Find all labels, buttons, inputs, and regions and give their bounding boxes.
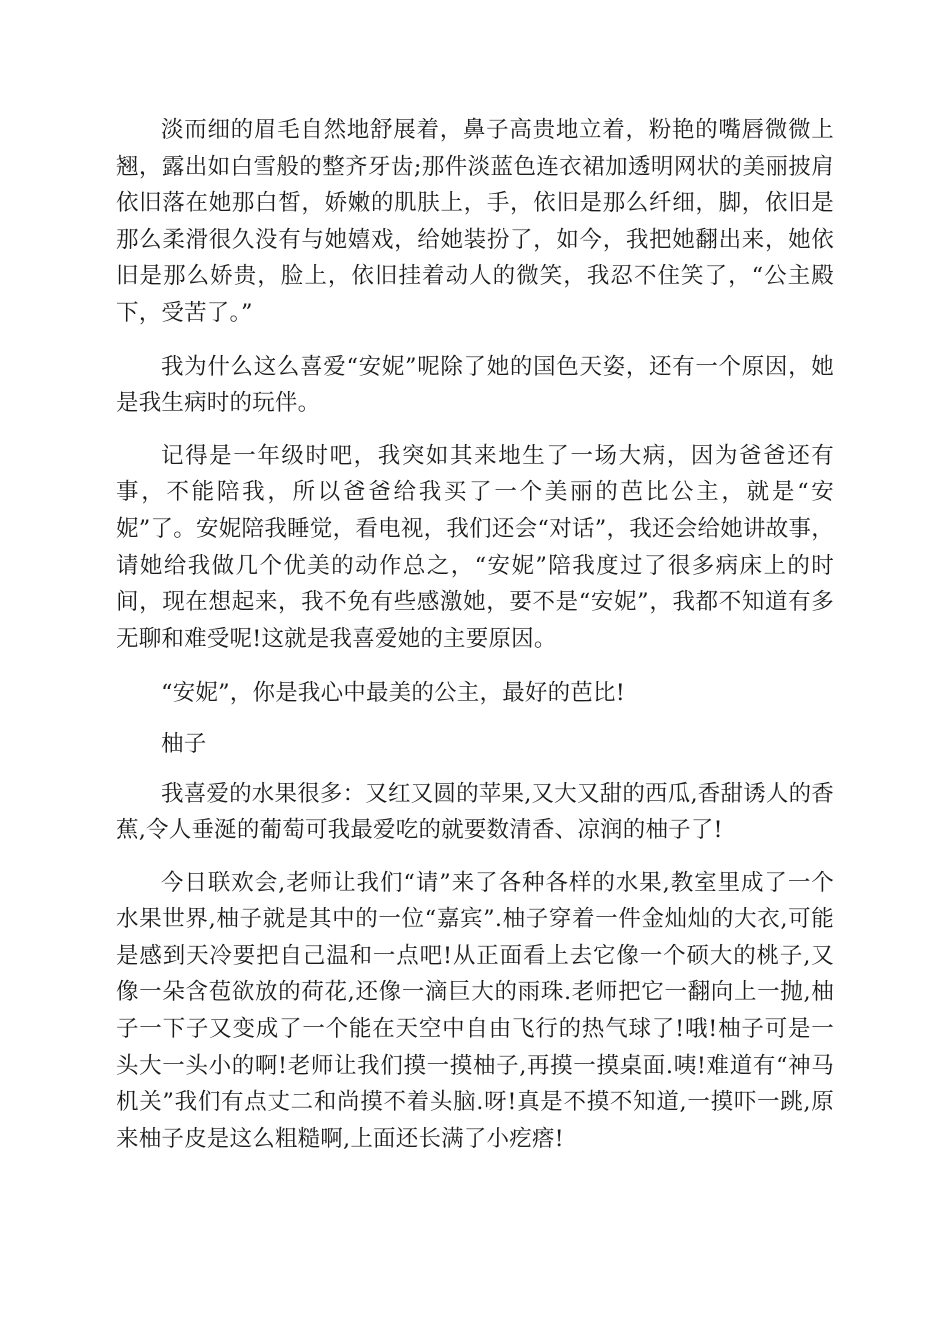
- section-title-pomelo: 柚子: [161, 730, 207, 757]
- paragraph-princess-description: 淡而细的眉毛自然地舒展着，鼻子高贵地立着，粉艳的嘴唇微微上翘，露出如白雪般的整齐牙齿;那件淡蓝色连衣裙加透明网状的美丽披肩依旧落在她那白皙，娇嫩的肌肤上，手，依旧是那么纤细，脚，依旧是那么柔滑很久没有与她嬉戏，给她装扮了，如今，我把她翻出来，她依旧是那么娇贵，脸上，依旧挂着动人的微笑，我忍不住笑了，“公主殿下，受苦了。”: [116, 117, 834, 326]
- paragraph-favorite-fruits: 我喜爱的水果很多：又红又圆的苹果,又大又甜的西瓜,香甜诱人的香蕉,令人垂涎的葡萄可我最爱吃的就要数清香、凉润的柚子了!: [116, 780, 835, 844]
- paragraph-closing-line: “安妮”，你是我心中最美的公主，最好的芭比!: [161, 680, 625, 707]
- document-page: [116, 112, 834, 1173]
- paragraph-why-love-annie: 我为什么这么喜爱“安妮”呢除了她的国色天姿，还有一个原因，她是我生病时的玩伴。: [116, 353, 834, 417]
- paragraph-party-pomelo: 今日联欢会,老师让我们“请”来了各种各样的水果,教室里成了一个水果世界,柚子就是其中的一位“嘉宾”.柚子穿着一件金灿灿的大衣,可能是感到天冷要把自己温和一点吧!从正面看上去它像一个硕大的桃子,又像一朵含苞欲放的荷花,还像一滴巨大的雨珠.老师把它一翻向上一抛,柚子一下子又变成了一个能在天空中自由飞行的热气球了!哦!柚子可是一头大一头小的啊!老师让我们摸一摸柚子,再摸一摸桌面.咦!难道有“神马机关”我们有点丈二和尚摸不着头脑.呀!真是不摸不知道,一摸吓一跳,原来柚子皮是这么粗糙啊,上面还长满了小疙瘩!: [116, 869, 834, 1152]
- paragraph-first-grade-memory: 记得是一年级时吧，我突如其来地生了一场大病，因为爸爸还有事，不能陪我，所以爸爸给我买了一个美丽的芭比公主，就是“安妮”了。安妮陪我睡觉，看电视，我们还会“对话”，我还会给她讲故事，请她给我做几个优美的动作总之，“安妮”陪我度过了很多病床上的时间，现在想起来，我不免有些感激她，要不是“安妮”，我都不知道有多无聊和难受呢!这就是我喜爱她的主要原因。: [116, 442, 834, 652]
